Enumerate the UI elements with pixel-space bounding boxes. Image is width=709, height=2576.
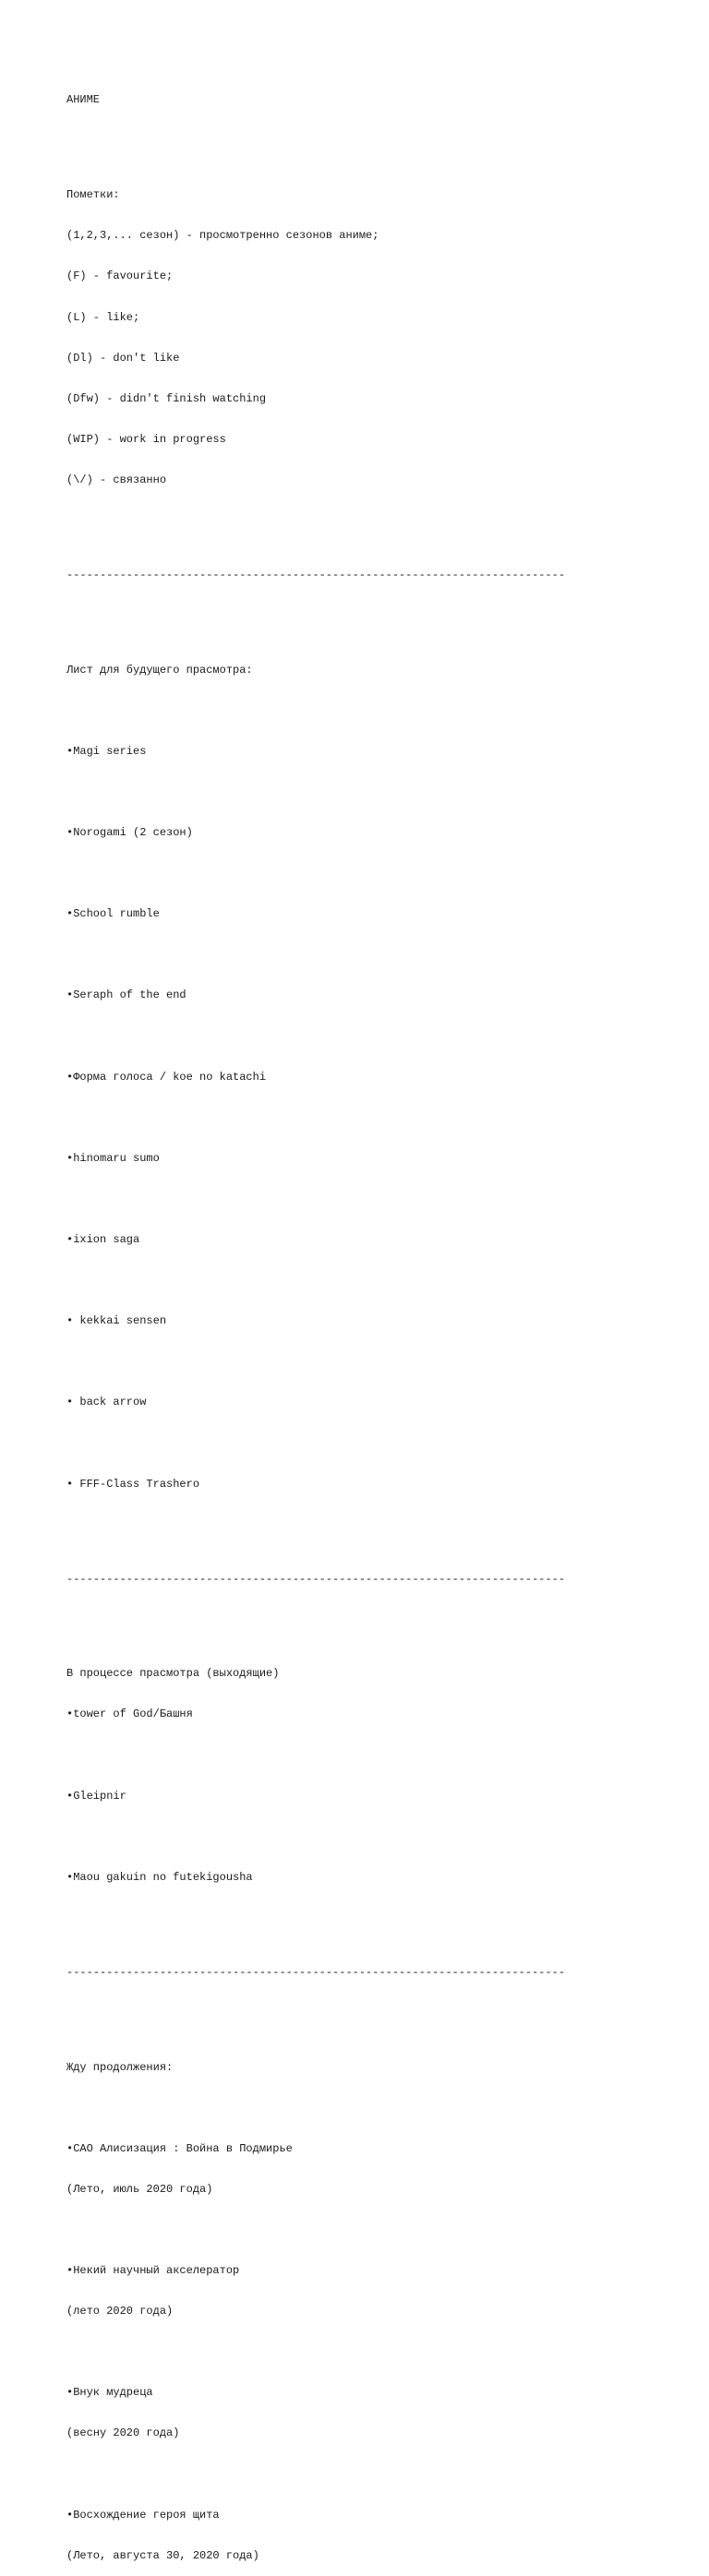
section-divider: --------------------------------------------------------------------------- [66,1965,566,1979]
waiting-item-name: •Некий научный акселератор [66,2264,240,2278]
future-list-item: •Norogami (2 сезон) [66,826,193,840]
waiting-heading: Жду продолжения: [66,2060,174,2074]
future-list-item: •Magi series [66,744,147,758]
section-divider: --------------------------------------------------------------------------- [66,1572,566,1586]
legend-item: (F) - favourite; [66,270,174,283]
future-list-item: •hinomaru sumo [66,1151,160,1165]
future-list-item: • FFF-Class Trashero [66,1477,200,1491]
waiting-item-name: •Восхождение героя щита [66,2508,220,2522]
legend-item: (Dl) - don't like [66,351,180,365]
future-list-item: • kekkai sensen [66,1314,167,1328]
future-list-item: •Форма голоса / koe no katachi [66,1070,267,1084]
waiting-item-date: (Лето, июль 2020 года) [66,2182,213,2196]
in-progress-item: •Gleipnir [66,1789,126,1803]
future-list-item: •Seraph of the end [66,988,186,1002]
future-list-heading: Лист для будущего прасмотра: [66,663,253,677]
document-title: АНИМЕ [66,93,101,107]
legend-item: (WIP) - work in progress [66,432,226,446]
legend-item: (\/) - связанно [66,473,167,486]
legend-item: (Dfw) - didn't finish watching [66,391,267,405]
in-progress-item: •Maou gakuin no futekigousha [66,1870,253,1884]
future-list-item: •School rumble [66,907,160,921]
legend-item: (L) - like; [66,310,140,324]
document-page [66,66,639,2576]
waiting-item-date: (Лето, августа 30, 2020 года) [66,2548,259,2562]
future-list-item: •ixion saga [66,1233,140,1247]
legend-item: (1,2,3,... сезон) - просмотренно сезонов аниме; [66,229,379,243]
waiting-item-name: •Внук мудреца [66,2386,153,2400]
in-progress-heading: В процессе прасмотра (выходящие) [66,1667,280,1681]
legend-heading: Пометки: [66,188,120,202]
waiting-item-date: (весну 2020 года) [66,2426,180,2440]
in-progress-item: •tower of God/Башня [66,1707,193,1721]
section-divider: --------------------------------------------------------------------------- [66,568,566,581]
waiting-item-date: (лето 2020 года) [66,2305,174,2318]
future-list-item: • back arrow [66,1396,147,1409]
waiting-item-name: •САО Алисизация : Война в Подмирье [66,2141,293,2155]
